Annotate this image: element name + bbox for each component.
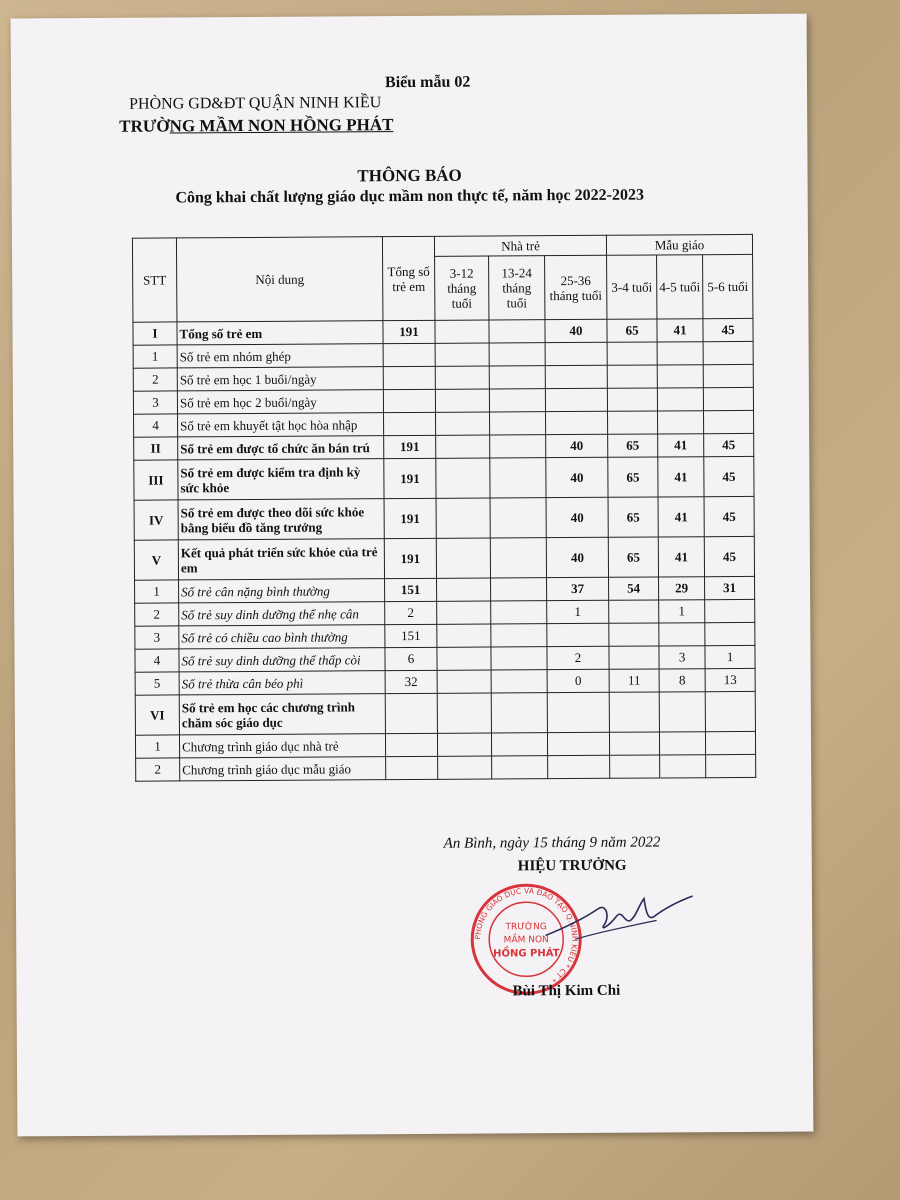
cell-content: Tổng số trẻ em (177, 321, 383, 345)
header-content: Nội dung (176, 237, 383, 322)
cell-content: Số trẻ em nhóm ghép (177, 344, 383, 368)
header-total: Tổng số trẻ em (382, 236, 435, 320)
cell-c5 (659, 692, 705, 732)
cell-c3 (545, 342, 607, 365)
cell-c2 (491, 624, 547, 647)
cell-c4 (609, 600, 659, 623)
header-4-5-years: 4-5 tuổi (657, 255, 703, 319)
department-name: PHÒNG GD&ĐT QUẬN NINH KIỀU (129, 94, 382, 113)
cell-c1 (435, 389, 489, 412)
cell-c2 (490, 458, 546, 498)
notice-title: THÔNG BÁO (357, 165, 462, 186)
cell-stt: 1 (133, 345, 177, 368)
cell-c6 (703, 341, 753, 364)
cell-c2 (491, 601, 547, 624)
cell-c6: 1 (705, 645, 755, 668)
cell-content: Số trẻ suy dinh dưỡng thể nhẹ cân (179, 602, 385, 626)
quality-table (132, 234, 756, 782)
cell-c5: 1 (659, 600, 705, 623)
cell-stt: I (133, 322, 177, 345)
cell-c3 (547, 732, 609, 755)
school-name-prefix: TRƯỜ (119, 116, 170, 136)
cell-c6 (705, 622, 755, 645)
cell-c2 (491, 578, 547, 601)
place-date: An Bình, ngày 15 tháng 9 năm 2022 (443, 834, 661, 852)
notice-subtitle: Công khai chất lượng giáo dục mầm non thực tế, năm học 2022-2023 (175, 186, 645, 207)
cell-c1 (437, 624, 491, 647)
cell-content: Chương trình giáo dục nhà trẻ (179, 734, 385, 758)
cell-stt: V (134, 540, 178, 580)
header-25-36-months: 25-36 tháng tuổi (545, 255, 607, 319)
cell-total: 151 (385, 578, 437, 601)
cell-total (383, 366, 435, 389)
cell-c2 (491, 647, 547, 670)
cell-c5 (657, 365, 703, 388)
cell-c2 (489, 320, 545, 343)
cell-c4: 65 (608, 497, 658, 537)
cell-c3 (547, 692, 609, 732)
cell-c1 (435, 320, 489, 343)
cell-content: Số trẻ thừa cân béo phì (179, 671, 385, 695)
seal-line-1: TRƯỜNG (505, 922, 547, 933)
cell-stt: 3 (135, 626, 179, 649)
cell-c1 (436, 412, 490, 435)
cell-c2 (489, 389, 545, 412)
cell-c4: 54 (609, 577, 659, 600)
cell-total: 2 (385, 601, 437, 624)
cell-c4 (607, 342, 657, 365)
cell-stt: 4 (134, 414, 178, 437)
cell-c3 (545, 365, 607, 388)
cell-c1 (437, 670, 491, 693)
header-mau-giao: Mẫu giáo (606, 234, 752, 255)
cell-c3 (548, 755, 610, 778)
cell-stt: 1 (135, 735, 179, 758)
cell-c3: 40 (546, 537, 608, 577)
cell-content: Số trẻ em học các chương trình chăm sóc giáo dục (179, 694, 385, 735)
cell-stt: II (134, 437, 178, 460)
form-label: Biểu mẫu 02 (384, 73, 471, 92)
cell-c5: 41 (658, 457, 704, 497)
cell-c4 (609, 623, 659, 646)
cell-c4: 65 (608, 537, 658, 577)
cell-c6: 45 (704, 433, 754, 456)
header-nha-tre: Nhà trẻ (434, 235, 606, 256)
cell-c5: 41 (657, 319, 703, 342)
cell-c1 (437, 733, 491, 756)
cell-c4 (607, 388, 657, 411)
cell-c1 (436, 538, 490, 578)
cell-c2 (491, 693, 547, 733)
cell-c6 (705, 599, 755, 622)
cell-total: 191 (383, 320, 435, 343)
cell-total (385, 693, 437, 733)
cell-c1 (436, 458, 490, 498)
cell-stt: 2 (133, 368, 177, 391)
cell-c4: 65 (607, 319, 657, 342)
cell-total (383, 343, 435, 366)
cell-c3: 40 (545, 319, 607, 342)
cell-c6 (703, 364, 753, 387)
cell-c4: 65 (608, 434, 658, 457)
cell-c5 (657, 388, 703, 411)
cell-c6: 31 (705, 576, 755, 599)
cell-content: Số trẻ em được kiểm tra định kỳ sức khỏe (178, 459, 384, 500)
cell-c6: 45 (704, 536, 754, 576)
cell-total: 191 (384, 435, 436, 458)
cell-c1 (437, 647, 491, 670)
cell-c3 (546, 411, 608, 434)
cell-c6 (705, 731, 755, 754)
cell-c6 (704, 410, 754, 433)
cell-stt: IV (134, 500, 178, 540)
cell-content: Số trẻ cân nặng bình thường (179, 579, 385, 603)
header-stt: STT (132, 238, 177, 322)
handwritten-signature (536, 886, 696, 947)
cell-content: Số trẻ em được tổ chức ăn bán trú (178, 436, 384, 460)
cell-stt: 1 (135, 580, 179, 603)
cell-total: 32 (385, 670, 437, 693)
cell-c2 (490, 498, 546, 538)
table-row (136, 754, 756, 781)
signer-name: Bùi Thị Kim Chi (512, 982, 621, 1000)
cell-c5: 41 (658, 537, 704, 577)
cell-c4: 11 (609, 669, 659, 692)
cell-c1 (438, 756, 492, 779)
cell-c5: 41 (658, 434, 704, 457)
principal-title: HIỆU TRƯỞNG (517, 857, 627, 875)
cell-c2 (490, 435, 546, 458)
cell-c4 (607, 365, 657, 388)
cell-stt: 3 (133, 391, 177, 414)
cell-c4 (608, 411, 658, 434)
cell-total (383, 389, 435, 412)
cell-c6 (703, 387, 753, 410)
cell-c5 (659, 623, 705, 646)
school-name (119, 115, 393, 137)
cell-total: 191 (384, 458, 436, 498)
cell-c3: 2 (547, 646, 609, 669)
cell-c2 (491, 733, 547, 756)
cell-c3: 0 (547, 669, 609, 692)
cell-stt: VI (135, 695, 179, 735)
cell-c3: 40 (546, 434, 608, 457)
header-3-12-months: 3-12 tháng tuổi (435, 256, 489, 320)
cell-c5: 29 (659, 577, 705, 600)
cell-c2 (490, 538, 546, 578)
cell-content: Số trẻ em học 1 buổi/ngày (177, 367, 383, 391)
cell-total: 151 (385, 624, 437, 647)
cell-c4 (609, 692, 659, 732)
cell-c6: 45 (704, 456, 754, 496)
cell-c3: 40 (546, 457, 608, 497)
cell-c5 (659, 732, 705, 755)
cell-c2 (489, 366, 545, 389)
cell-c4 (609, 732, 659, 755)
cell-c2 (490, 412, 546, 435)
header-5-6-years: 5-6 tuổi (703, 254, 753, 318)
cell-c3 (545, 388, 607, 411)
cell-content: Số trẻ suy dinh dưỡng thể thấp còi (179, 648, 385, 672)
cell-c5 (657, 342, 703, 365)
header-13-24-months: 13-24 tháng tuổi (489, 256, 545, 320)
cell-content: Kết quả phát triển sức khỏe của trẻ em (178, 539, 384, 580)
cell-c5: 8 (659, 669, 705, 692)
cell-c1 (435, 343, 489, 366)
header-3-4-years: 3-4 tuổi (607, 255, 657, 319)
cell-total (384, 412, 436, 435)
cell-c1 (437, 601, 491, 624)
cell-total: 191 (384, 538, 436, 578)
seal-line-3: HỒNG PHÁT (493, 948, 560, 960)
table-row (134, 456, 754, 500)
cell-content: Số trẻ em học 2 buổi/ngày (177, 390, 383, 414)
cell-c3: 37 (547, 577, 609, 600)
cell-c1 (437, 578, 491, 601)
cell-c4 (609, 646, 659, 669)
cell-c2 (492, 756, 548, 779)
cell-total (385, 733, 437, 756)
cell-c4: 65 (608, 457, 658, 497)
table-row (134, 536, 754, 580)
cell-c1 (436, 498, 490, 538)
cell-content: Số trẻ em được theo dõi sức khỏe bằng biểu đồ tăng trưởng (178, 499, 384, 540)
cell-c5: 3 (659, 646, 705, 669)
cell-c5 (658, 411, 704, 434)
cell-content: Chương trình giáo dục mẫu giáo (180, 757, 386, 781)
cell-c3: 1 (547, 600, 609, 623)
cell-total: 191 (384, 498, 436, 538)
cell-c1 (436, 435, 490, 458)
cell-stt: 2 (135, 603, 179, 626)
table-body (133, 318, 756, 781)
table-row (134, 496, 754, 540)
cell-c2 (491, 670, 547, 693)
cell-c6: 45 (704, 496, 754, 536)
cell-content: Số trẻ em khuyết tật học hòa nhập (178, 413, 384, 437)
cell-c6: 45 (703, 318, 753, 341)
cell-stt: 2 (136, 758, 180, 781)
cell-content: Số trẻ có chiều cao bình thường (179, 625, 385, 649)
cell-c3 (547, 623, 609, 646)
cell-c1 (437, 693, 491, 733)
school-name-rest: NG MẦM NON HỒNG PHÁT (169, 115, 394, 136)
document-page (11, 14, 814, 1137)
cell-c2 (489, 343, 545, 366)
table-row (135, 691, 755, 735)
cell-c3: 40 (546, 497, 608, 537)
cell-c4 (610, 755, 660, 778)
cell-c6 (706, 754, 756, 777)
cell-stt: 4 (135, 649, 179, 672)
cell-total (386, 756, 438, 779)
seal-ring-text: PHÒNG GIÁO DỤC VÀ ĐÀO TẠO Q.NINH KIỀU * CT * (473, 886, 580, 985)
cell-stt: 5 (135, 672, 179, 695)
seal-line-2: MẦM NON (503, 935, 549, 946)
cell-c1 (435, 366, 489, 389)
cell-c6 (705, 691, 755, 731)
cell-stt: III (134, 460, 178, 500)
cell-c6: 13 (705, 668, 755, 691)
cell-c5 (660, 755, 706, 778)
cell-total: 6 (385, 647, 437, 670)
cell-c5: 41 (658, 497, 704, 537)
